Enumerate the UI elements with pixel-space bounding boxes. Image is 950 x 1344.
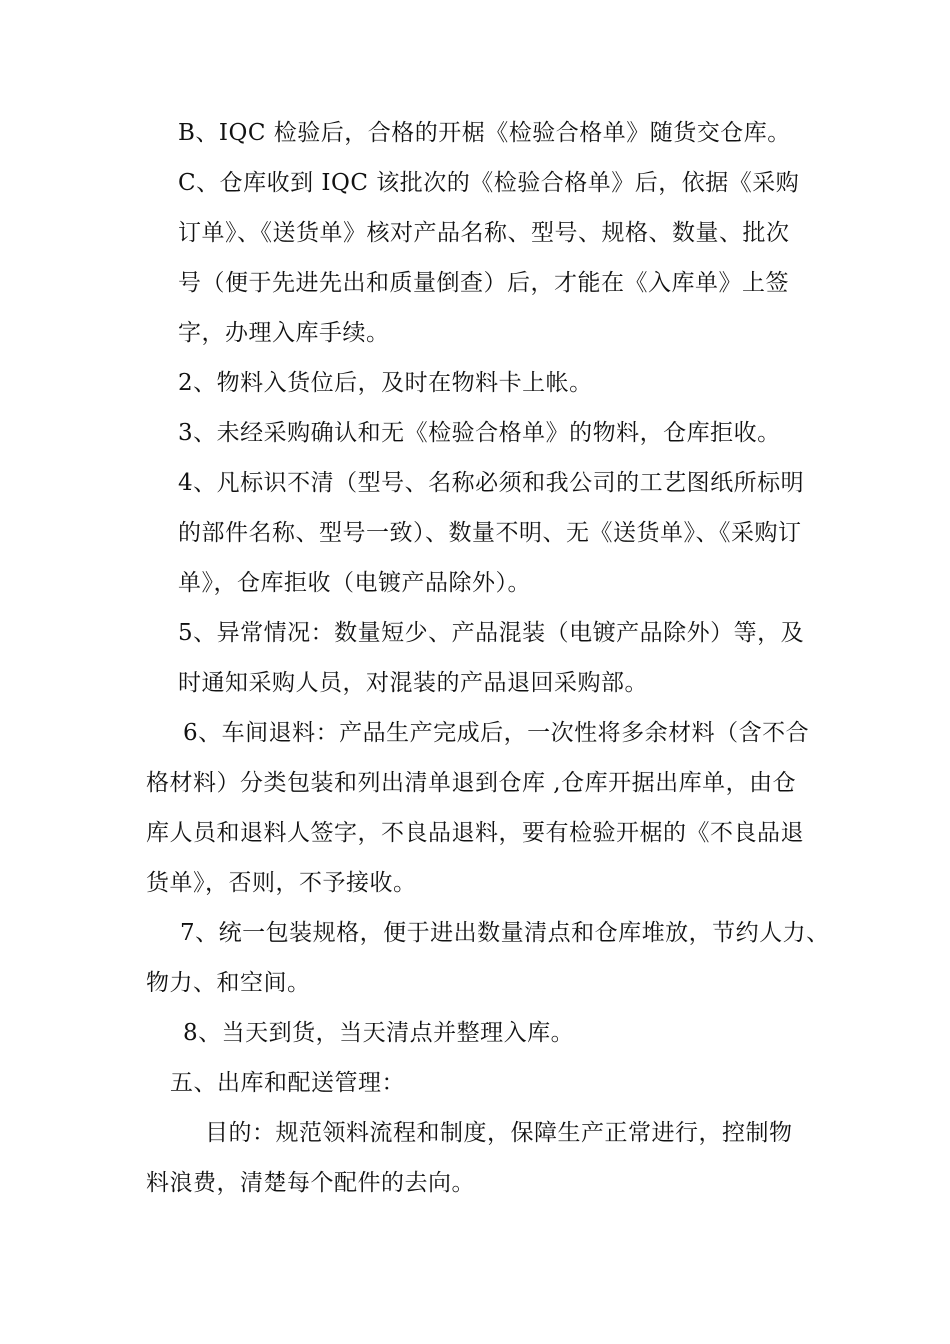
text-line-c-3: 号（便于先进先出和质量倒查）后，才能在《入库单》上签 [178, 270, 789, 296]
text-line-item-6-4: 货单》，否则，不予接收。 [146, 870, 417, 896]
text-line-b: B、IQC 检验后，合格的开椐《检验合格单》随货交仓库。 [178, 120, 791, 146]
text-line-item-6-3: 库人员和退料人签字，不良品退料，要有检验开椐的《不良品退 [146, 820, 804, 846]
section-heading-5: 五、出库和配送管理： [170, 1070, 405, 1096]
text-line-item-8: 8、当天到货，当天清点并整理入库。 [183, 1020, 575, 1046]
text-line-item-7-1: 7、统一包装规格，便于进出数量清点和仓库堆放，节约人力、 [180, 920, 830, 946]
text-line-c-2: 订单》、《送货单》核对产品名称、型号、规格、数量、批次 [178, 220, 790, 246]
text-line-c-1: C、仓库收到 IQC 该批次的《检验合格单》后，依据《采购 [178, 170, 800, 196]
text-line-item-4-2: 的部件名称、型号一致）、数量不明、无《送货单》、《采购订 [178, 520, 802, 546]
text-line-item-4-1: 4、凡标识不清（型号、名称必须和我公司的工艺图纸所标明 [178, 470, 805, 496]
text-line-item-7-2: 物力、和空间。 [146, 970, 311, 996]
text-line-purpose-2: 料浪费，清楚每个配件的去向。 [146, 1170, 475, 1196]
text-line-item-6-2: 格材料）分类包装和列出清单退到仓库 ,仓库开据出库单，由仓 [146, 770, 797, 796]
text-line-item-4-3: 单》，仓库拒收（电镀产品除外）。 [178, 570, 531, 596]
text-line-purpose-1: 目的：规范领料流程和制度，保障生产正常进行，控制物 [205, 1120, 793, 1146]
text-line-item-5-1: 5、异常情况：数量短少、产品混装（电镀产品除外）等，及 [178, 620, 805, 646]
text-line-item-2: 2、物料入货位后，及时在物料卡上帐。 [178, 370, 593, 396]
text-line-c-4: 字，办理入库手续。 [178, 320, 390, 346]
text-line-item-6-1: 6、车间退料：产品生产完成后，一次性将多余材料（含不合 [183, 720, 810, 746]
text-line-item-5-2: 时通知采购人员，对混装的产品退回采购部。 [178, 670, 648, 696]
text-line-item-3: 3、未经采购确认和无《检验合格单》的物料，仓库拒收。 [178, 420, 781, 446]
